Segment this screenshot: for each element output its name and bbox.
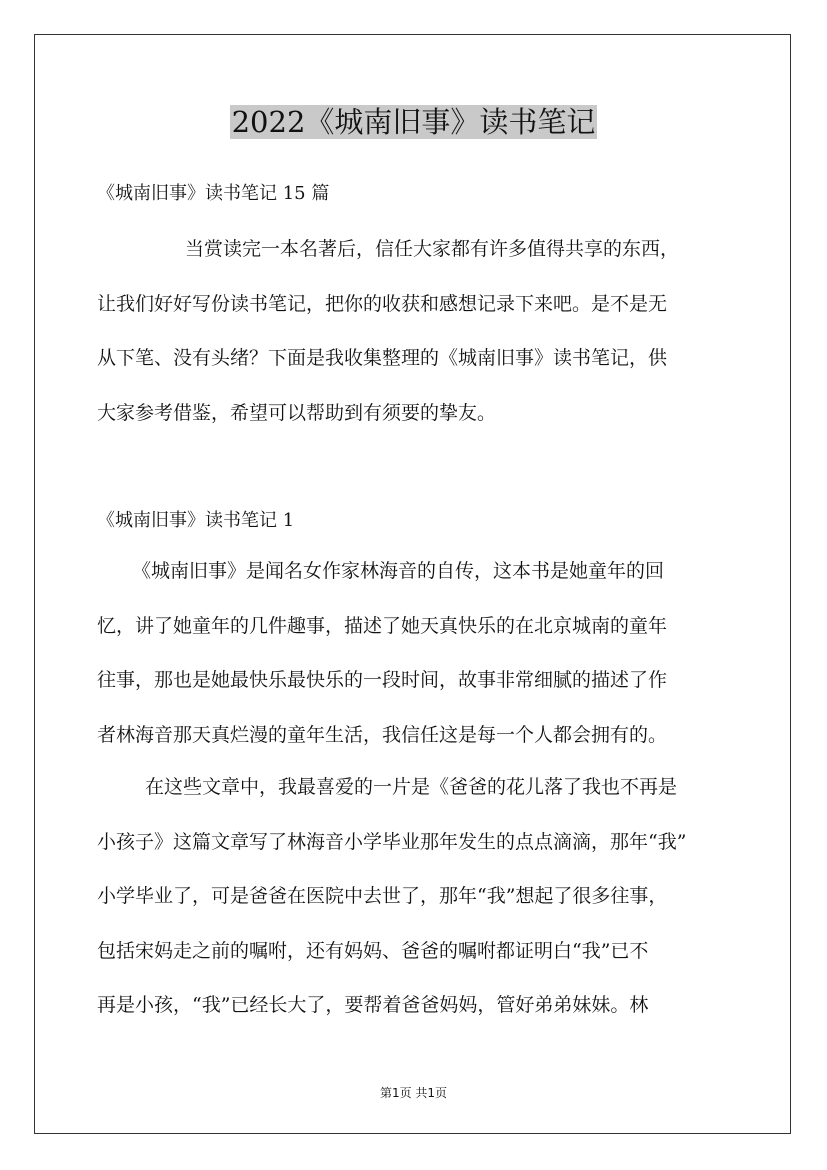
intro-line: 当赏读完一本名著后，信任大家都有许多值得共享的东西， (185, 238, 680, 260)
intro-paragraph (97, 222, 727, 440)
page-footer: 第1页 共1页 (379, 1086, 448, 1100)
document-title-text: 2022《城南旧事》读书笔记 (231, 105, 596, 139)
intro-line: 让我们好好写份读书笔记，把你的收获和感想记录下来吧。是不是无 (97, 292, 668, 315)
section-heading: 《城南旧事》读书笔记 1 (97, 510, 295, 531)
paragraph-line: 再是小孩，“我”已经长大了，要帮着爸爸妈妈，管好弟弟妹妹。林 (97, 994, 649, 1016)
paragraph-line: 小孩子》这篇文章写了林海音小学毕业那年发生的点点滴滴，那年“我” (97, 830, 687, 853)
document-title (0, 100, 827, 144)
intro-line: 从下笔、没有头绪？下面是我收集整理的《城南旧事》读书笔记，供 (97, 347, 668, 369)
paragraph-line: 在这些文章中，我最喜爱的一片是《爸爸的花儿落了我也不再是 (145, 776, 678, 798)
paragraph-line: 忆，讲了她童年的几件趣事，描述了她天真快乐的在北京城南的童年 (97, 614, 668, 637)
document-subtitle: 《城南旧事》读书笔记 15 篇 (97, 183, 330, 204)
paragraph-line: 《城南旧事》是闻名女作家林海音的自传，这本书是她童年的回 (132, 560, 665, 582)
paragraph-line: 包括宋妈走之前的嘱咐，还有妈妈、爸爸的嘱咐都证明白“我”已不 (97, 939, 649, 962)
paragraph-line: 小学毕业了，可是爸爸在医院中去世了，那年“我”想起了很多往事， (97, 885, 668, 907)
paragraph-line: 者林海音那天真烂漫的童年生活，我信任这是每一个人都会拥有的。 (97, 723, 668, 746)
paragraph-2 (97, 760, 727, 1033)
paragraph-1 (97, 544, 727, 762)
paragraph-line: 往事，那也是她最快乐最快乐的一段时间，故事非常细腻的描述了作 (97, 669, 668, 691)
intro-line: 大家参考借鉴，希望可以帮助到有须要的挚友。 (97, 401, 497, 424)
